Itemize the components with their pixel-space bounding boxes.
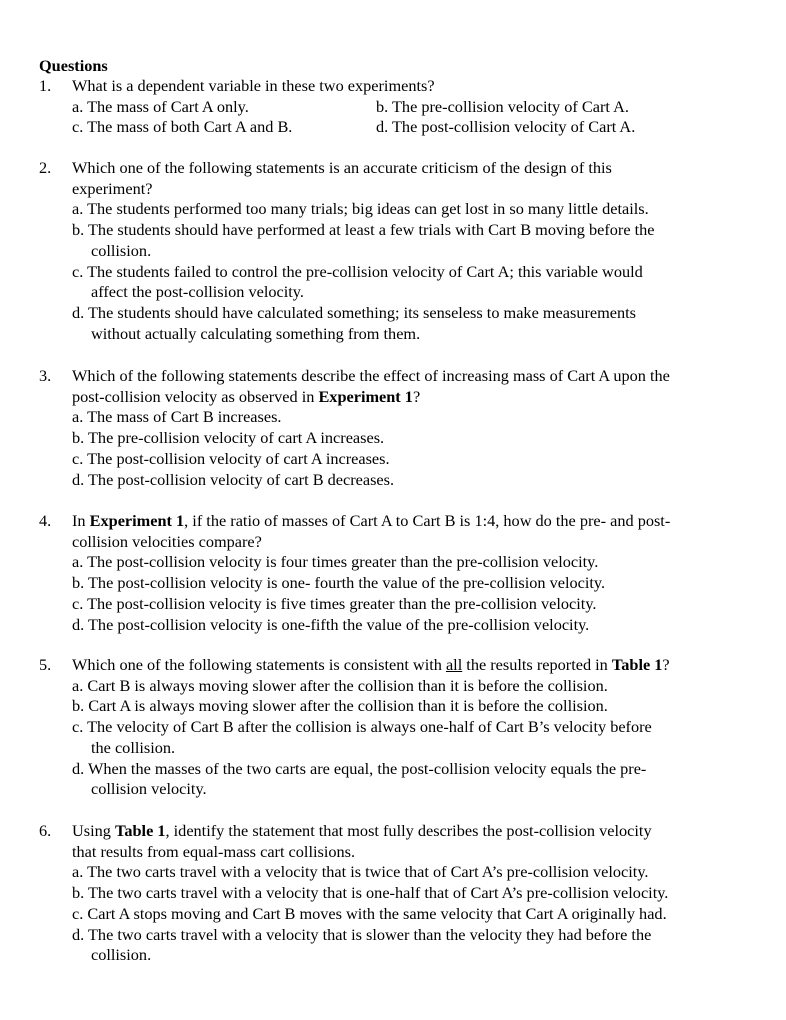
option-line: c. The students failed to control the pre-collision velocity of Cart A; this variable would xyxy=(72,261,643,281)
emphasis-all: all xyxy=(445,655,463,674)
option-line: collision velocity. xyxy=(91,779,207,799)
text-run: Using xyxy=(72,821,115,840)
questions-heading: Questions xyxy=(39,56,108,75)
question-text xyxy=(72,158,749,199)
text-run: Which one of the following statements is consistent with xyxy=(72,655,446,674)
question-number: 3. xyxy=(39,366,52,385)
option-b: b. The post-collision velocity is one- fourth the value of the pre-collision velocity. xyxy=(72,573,606,593)
option-b: b. Cart A is always moving slower after the collision than it is before the collision. xyxy=(72,696,608,716)
question-text-line: Which one of the following statements is an accurate criticism of the design of this xyxy=(72,158,612,177)
question-text-line xyxy=(72,511,749,532)
option-line: d. When the masses of the two carts are equal, the post-collision velocity equals the pre- xyxy=(72,758,647,778)
option-d: d. The post-collision velocity of cart B decreases. xyxy=(72,469,395,489)
option-line: without actually calculating something from them. xyxy=(91,323,421,343)
text-run: ? xyxy=(412,386,421,406)
options-grid xyxy=(72,97,749,138)
text-run: ? xyxy=(662,655,670,674)
option-line: collision. xyxy=(91,240,152,260)
question-number: 5. xyxy=(39,655,52,674)
option-a: a. The post-collision velocity is four times greater than the pre-collision velocity. xyxy=(72,552,599,572)
question-text-line: that results from equal-mass cart collisions. xyxy=(72,841,356,861)
option-d xyxy=(72,303,749,344)
question-text-line xyxy=(72,387,749,408)
option-d xyxy=(72,759,749,800)
option-a: a. The two carts travel with a velocity that is twice that of Cart A’s pre-collision velocity. xyxy=(72,862,649,882)
question-text-line: collision velocities compare? xyxy=(72,531,262,551)
option-b: b. The pre-collision velocity of cart A increases. xyxy=(72,428,385,448)
question-6 xyxy=(39,821,749,966)
option-line: collision. xyxy=(91,945,152,965)
option-d xyxy=(72,925,749,966)
question-text: What is a dependent variable in these two experiments? xyxy=(72,76,435,95)
question-text xyxy=(72,655,749,676)
option-c xyxy=(72,717,749,758)
option-a: a. Cart B is always moving slower after the collision than it is before the collision. xyxy=(72,675,608,695)
option-line: c. The velocity of Cart B after the collision is always one-half of Cart B’s velocity before xyxy=(72,717,652,737)
question-5 xyxy=(39,655,749,800)
table-reference: Table 1 xyxy=(114,821,166,840)
option-b xyxy=(72,220,749,261)
text-run: the results reported in xyxy=(462,655,612,674)
question-text xyxy=(72,366,749,407)
option-c: c. The mass of both Cart A and B. xyxy=(72,117,293,137)
option-b: b. The two carts travel with a velocity that is one-half that of Cart A’s pre-collision velocity. xyxy=(72,883,669,903)
question-3 xyxy=(39,366,749,490)
option-d: d. The post-collision velocity of Cart A. xyxy=(376,117,636,137)
question-text xyxy=(72,821,749,862)
experiment-reference: Experiment 1 xyxy=(318,386,413,406)
option-a: a. The mass of Cart B increases. xyxy=(72,407,282,427)
question-1 xyxy=(39,76,749,138)
option-line: b. The students should have performed at least a few trials with Cart B moving before the xyxy=(72,220,655,240)
question-text xyxy=(72,511,749,552)
text-run: , identify the statement that most fully describes the post-collision velocity xyxy=(165,821,652,840)
question-number: 4. xyxy=(39,511,52,530)
question-number: 1. xyxy=(39,76,52,95)
option-c: c. The post-collision velocity is five times greater than the pre-collision velocity. xyxy=(72,593,597,613)
option-c: c. The post-collision velocity of cart A increases. xyxy=(72,448,390,468)
option-c xyxy=(72,262,749,303)
option-a: a. The students performed too many trials; big ideas can get lost in so many little details. xyxy=(72,199,649,219)
text-run: In xyxy=(72,511,90,530)
option-b: b. The pre-collision velocity of Cart A. xyxy=(376,96,629,116)
question-4 xyxy=(39,511,749,635)
text-run: post-collision velocity as observed in xyxy=(72,386,319,406)
experiment-reference: Experiment 1 xyxy=(89,511,185,530)
option-c: c. Cart A stops moving and Cart B moves with the same velocity that Cart A originally had. xyxy=(72,903,667,923)
table-reference: Table 1 xyxy=(611,655,663,674)
text-run: , if the ratio of masses of Cart A to Cart B is 1:4, how do the pre- and post- xyxy=(184,511,671,530)
question-text-line: experiment? xyxy=(72,178,153,198)
option-line: affect the post-collision velocity. xyxy=(91,282,304,302)
question-text-line: Which of the following statements describe the effect of increasing mass of Cart A upon the xyxy=(72,366,670,385)
question-number: 2. xyxy=(39,158,52,177)
question-number: 6. xyxy=(39,821,52,840)
question-2 xyxy=(39,158,749,344)
option-line: d. The two carts travel with a velocity that is slower than the velocity they had before the xyxy=(72,924,652,944)
question-text-line xyxy=(72,821,749,842)
option-line: the collision. xyxy=(91,737,176,757)
option-a: a. The mass of Cart A only. xyxy=(72,96,249,116)
option-line: d. The students should have calculated something; its senseless to make measurements xyxy=(72,302,636,322)
option-d: d. The post-collision velocity is one-fifth the value of the pre-collision velocity. xyxy=(72,614,590,634)
